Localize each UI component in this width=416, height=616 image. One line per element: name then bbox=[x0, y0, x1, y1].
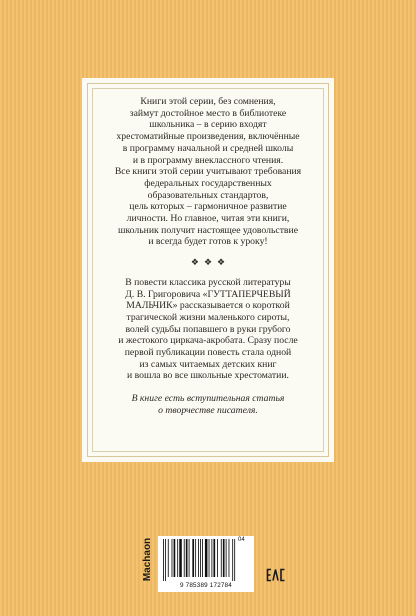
text-panel bbox=[87, 83, 329, 457]
series-text-line: школьника – в серию входят bbox=[149, 119, 267, 131]
publisher-name: Machaon bbox=[142, 537, 154, 581]
barcode-bar bbox=[200, 539, 201, 577]
barcode-bar bbox=[232, 539, 233, 581]
series-text-line: и в программу внеклассного чтения. bbox=[132, 154, 284, 166]
story-text-line: и жестокого циркача-акробата. Сразу после bbox=[118, 335, 298, 347]
story-text-line: волей судьбы попавшего в руки грубого bbox=[125, 323, 291, 335]
series-text-line: и всегда будет готов к уроку! bbox=[148, 236, 268, 248]
barcode bbox=[158, 536, 254, 592]
ornament-divider: ❖❖❖ bbox=[190, 257, 231, 268]
barcode-addon: 04 bbox=[238, 537, 245, 543]
note-text-line: В книге есть вступительная статья bbox=[131, 393, 285, 405]
barcode-bar bbox=[217, 539, 218, 577]
story-text-line: МАЛЬЧИК» рассказывается о короткой bbox=[126, 300, 290, 312]
barcode-bar bbox=[195, 539, 196, 577]
story-description bbox=[94, 277, 322, 382]
barcode-bar bbox=[172, 539, 173, 577]
barcode-bar bbox=[234, 539, 235, 581]
barcode-bar bbox=[168, 539, 169, 577]
barcode-bar bbox=[213, 539, 215, 577]
story-text-line: из самых читаемых детских книг bbox=[139, 358, 277, 370]
publisher-logo bbox=[140, 530, 156, 588]
story-text-line: первой публикации повесть стала одной bbox=[124, 347, 292, 359]
series-text-line: личности. Но главное, читая эти книги, bbox=[126, 213, 290, 225]
barcode-bar bbox=[223, 539, 225, 577]
note-text-line: о творчестве писателя. bbox=[158, 404, 258, 416]
barcode-bar bbox=[165, 539, 166, 581]
barcode-bar bbox=[189, 539, 190, 577]
barcode-bar bbox=[226, 539, 227, 577]
story-text-line: В повести классика русской литературы bbox=[125, 276, 291, 288]
series-description bbox=[94, 96, 322, 248]
series-text-line: займут достойное место в библиотеке bbox=[129, 107, 287, 119]
barcode-bar bbox=[184, 539, 185, 577]
barcode-bar bbox=[209, 539, 210, 577]
barcode-bar bbox=[211, 539, 212, 577]
series-text-line: федеральных государственных bbox=[144, 177, 272, 189]
barcode-bar bbox=[163, 539, 164, 581]
barcode-bar bbox=[205, 539, 208, 577]
barcode-bar bbox=[198, 539, 199, 577]
series-text-line: хрестоматийные произведения, включённые bbox=[116, 131, 300, 143]
panel-content bbox=[94, 96, 322, 417]
series-text-line: Все книги этой серии учитывают требования bbox=[114, 166, 302, 178]
barcode-bar bbox=[202, 539, 203, 577]
barcode-bar bbox=[179, 539, 182, 577]
barcode-bar bbox=[229, 539, 230, 577]
barcode-digits: 9 785389 172784 bbox=[179, 582, 233, 589]
barcode-bar bbox=[186, 539, 188, 577]
barcode-bars bbox=[162, 539, 248, 581]
barcode-bar bbox=[174, 539, 176, 577]
introductory-article-note bbox=[94, 393, 322, 416]
barcode-bar bbox=[192, 539, 194, 577]
series-text-line: цель которых – гармоничное развитие bbox=[129, 201, 287, 213]
series-text-line: школьник получит настоящее удовольствие bbox=[118, 224, 298, 236]
series-text-line: образовательных стандартов, bbox=[147, 189, 269, 201]
story-text-line: Д. В. Григоровича «ГУТТАПЕРЧЕВЫЙ bbox=[125, 288, 291, 300]
story-text-line: и вошла во все школьные хрестоматии. bbox=[127, 370, 289, 382]
series-text-line: Книги этой серии, без сомнения, bbox=[140, 96, 276, 107]
series-text-line: в программу начальной и средней школы bbox=[122, 142, 294, 154]
barcode-bar bbox=[177, 539, 178, 577]
barcode-bar bbox=[221, 539, 222, 577]
eac-certification-mark bbox=[266, 568, 286, 582]
story-text-line: трагической жизни маленького сироты, bbox=[126, 311, 290, 323]
